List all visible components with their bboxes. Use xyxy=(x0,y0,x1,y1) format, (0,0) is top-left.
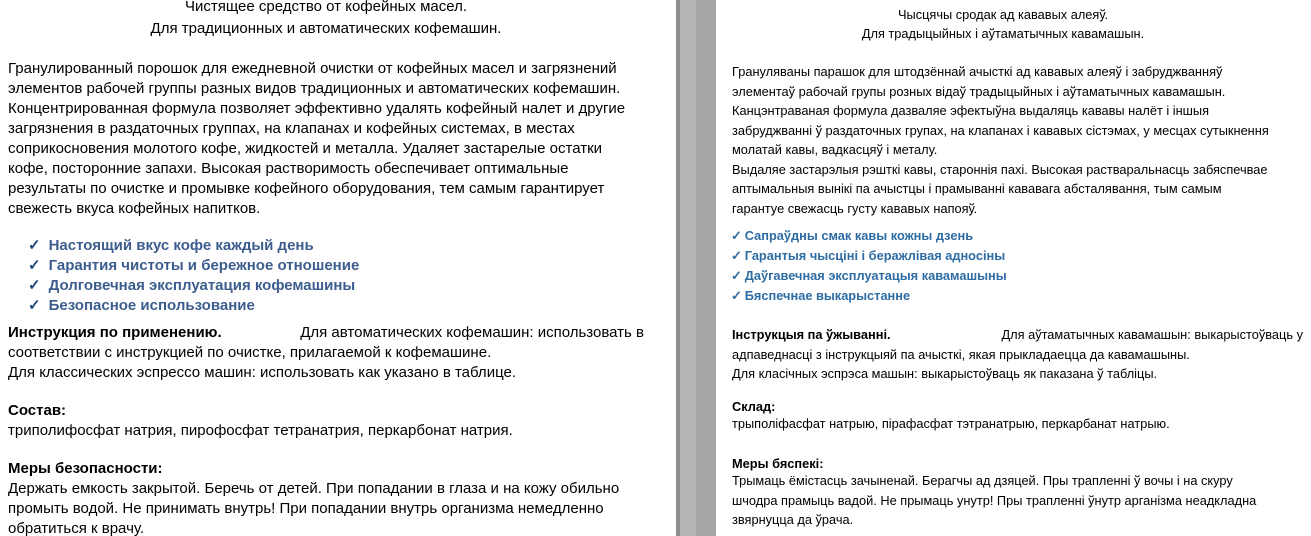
description-line: результаты по очистке и промывке кофейного оборудования, тем самым гарантирует xyxy=(8,180,605,197)
safety-heading: Меры бяспекі: xyxy=(732,456,824,471)
instructions-heading: Инструкция по применению. xyxy=(8,324,222,341)
instructions-text: Для классических эспрессо машин: использовать как указано в таблице. xyxy=(8,364,517,381)
checklist-item: ✓ Долговечная эксплуатация кофемашины xyxy=(28,277,356,294)
checklist xyxy=(28,236,359,316)
instructions-heading: Інструкцыя па ўжыванні. xyxy=(732,327,891,342)
composition-text: трыполіфасфат натрыю, пірафасфат тэтранатрыю, перкарбанат натрыю. xyxy=(732,416,1170,431)
checklist-item: ✓ Безопасное использование xyxy=(28,297,255,314)
checklist-item: ✓ Гарантыя чысціні і беражлівая адносіны xyxy=(731,248,1006,263)
page-edge-shadow xyxy=(676,0,680,536)
instructions-section xyxy=(8,323,644,383)
description-line: свежесть вкуса кофейных напитков. xyxy=(8,200,261,217)
page-gap-shadow xyxy=(696,0,716,536)
safety-text: Держать емкость закрытой. Беречь от детей. При попадании в глаза и на кожу обильно промыть водой. Не принимать внутрь! При попадании внутрь организма немедленно обратиться к врачу. xyxy=(8,480,620,536)
safety-heading: Меры безопасности: xyxy=(8,460,163,477)
checklist xyxy=(731,226,1007,306)
checkmark-icon: ✓ xyxy=(28,277,41,294)
composition-heading: Состав: xyxy=(8,402,67,419)
checkmark-icon: ✓ xyxy=(28,257,41,274)
doc-subtitle: Для традиционных и автоматических кофемашин. xyxy=(150,20,502,37)
instructions-section xyxy=(732,325,1303,384)
checkmark-icon: ✓ xyxy=(731,248,742,263)
description-line: соприкосновения молотого кофе, жидкостей и металла. Удаляет застарелые остатки xyxy=(8,140,603,157)
checklist-item: ✓ Сапраўдны смак кавы кожны дзень xyxy=(731,228,974,243)
description-paragraph xyxy=(8,59,644,219)
checkmark-icon: ✓ xyxy=(731,288,742,303)
safety-text: Трымаць ёмістасць зачыненай. Берагчы ад дзяцей. Пры трапленні ў вочы і на скуру шчодра прамыць вадой. Не прымаць унутр! Пры трапленні ўнутр арганізма неадкладна звярнуцца да ўрача. xyxy=(732,473,1257,527)
doc-subtitle: Для традыцыйных і аўтаматычных кавамашын. xyxy=(861,26,1145,41)
checkmark-icon: ✓ xyxy=(731,268,742,283)
description-line: элементов рабочей группы разных видов традиционных и автоматических кофемашин. xyxy=(8,80,621,97)
checklist-item: ✓ Даўгавечная эксплуатацыя кавамашыны xyxy=(731,268,1007,283)
checklist-item: ✓ Настоящий вкус кофе каждый день xyxy=(28,237,314,254)
document-page-belarusian[interactable] xyxy=(716,0,1311,536)
instructions-text: Для автоматических кофемашин: использовать в xyxy=(300,324,644,341)
instructions-text: Для класічных эспрэса машын: выкарыстоўваць як паказана ў табліцы. xyxy=(732,366,1158,381)
description-line: загрязнения в раздаточных группах, на клапанах и кофейных системах, в местах xyxy=(8,120,575,137)
instructions-text: Для аўтаматычных кавамашын: выкарыстоўваць у xyxy=(1001,327,1303,342)
description-line: кофе, посторонние запахи. Высокая растворимость обеспечивает оптимальные xyxy=(8,160,569,177)
checklist-item: ✓ Гарантия чистоты и бережное отношение xyxy=(28,257,360,274)
instructions-text: адпаведнасці з інструкцыяй па ачысткі, якая прыкладаецца да кавамашыны. xyxy=(732,346,1190,362)
checkmark-icon: ✓ xyxy=(731,228,742,243)
checkmark-icon: ✓ xyxy=(28,297,41,314)
description-paragraph: Грануляваны парашок для штодзённай ачысткі ад кававых алеяў і забруджванняў элементаў рабочай групы розных відаў традыцыйных і аўтаматычных кавамашын. Канцэнтраваная формула дазваляе эфектыўна выдаляць кававы налёт і іншыя забруджванні ў раздаточных групах, на клапанах і кававых сістэмах, у месцах сутыкнення молатай кавы, вадкасцяў і металу. Выдаляе застарэлыя рэшткі кавы, староннія пахі. Высокая растваральнасць забяспечвае аптымальныя вынікі па ачыстцы і прамыванні кававага абсталявання, тым самым гарантуе свежасць густу кававых напояў. xyxy=(732,64,1269,216)
instructions-text: соответствии с инструкцией по очистке, прилагаемой к кофемашине. xyxy=(8,344,492,361)
description-line: Концентрированная формула позволяет эффективно удалять кофейный налет и другие xyxy=(8,100,626,117)
checkmark-icon: ✓ xyxy=(28,237,41,254)
composition-text: триполифосфат натрия, пирофосфат тетранатрия, перкарбонат натрия. xyxy=(8,422,513,439)
doc-title: Чысцячы сродак ад кававых алеяў. xyxy=(897,7,1109,22)
doc-title: Чистящее средство от кофейных масел. xyxy=(184,0,468,15)
checklist-item: ✓ Бяспечнае выкарыстанне xyxy=(731,288,911,303)
description-line: Гранулированный порошок для ежедневной очистки от кофейных масел и загрязнений xyxy=(8,60,617,77)
composition-heading: Склад: xyxy=(732,399,776,414)
